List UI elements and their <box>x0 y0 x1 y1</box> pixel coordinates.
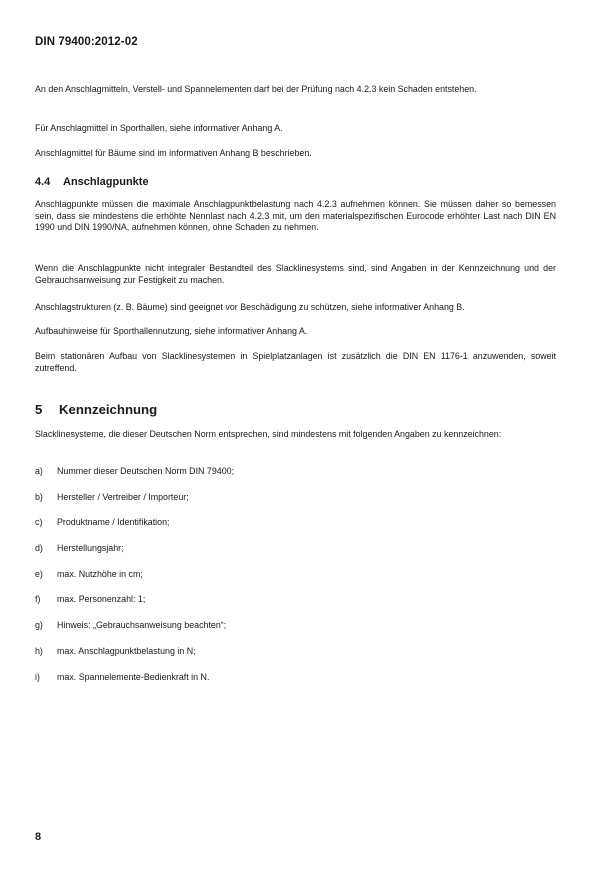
list-marker: d) <box>35 543 43 554</box>
section-5-intro: Slacklinesysteme, die dieser Deutschen Norm entsprechen, sind mindestens mit folgenden Angaben zu kennzeichnen: <box>35 429 502 439</box>
list-item-text: Hinweis: „Gebrauchsanweisung beachten“; <box>57 620 227 631</box>
document-id-header: DIN 79400:2012-02 <box>35 36 138 48</box>
section-4-4-paragraph-4: Aufbauhinweise für Sporthallennutzung, siehe informativer Anhang A. <box>35 326 308 336</box>
page-number: 8 <box>35 831 42 843</box>
list-marker: g) <box>35 620 43 631</box>
list-marker: f) <box>35 594 41 605</box>
section-title: Kennzeichnung <box>59 402 158 417</box>
list-marker: c) <box>35 517 43 528</box>
list-marker: e) <box>35 568 43 579</box>
list-item-text: max. Personenzahl: 1; <box>57 594 146 605</box>
list-marker: i) <box>35 671 40 682</box>
section-number: 5 <box>35 402 43 417</box>
section-4-4-paragraph-3: Anschlagstrukturen (z. B. Bäume) sind geeignet vor Beschädigung zu schützen, siehe informativer Anhang B. <box>35 302 465 312</box>
intro-paragraph-2: Für Anschlagmittel in Sporthallen, siehe informativer Anhang A. <box>35 123 283 133</box>
list-item-text: max. Anschlagpunktbelastung in N; <box>57 645 196 656</box>
section-title: Anschlagpunkte <box>63 176 149 188</box>
intro-paragraph-3: Anschlagmittel für Bäume sind im informativen Anhang B beschrieben. <box>35 148 312 158</box>
section-4-4-paragraph-5: Beim stationären Aufbau von Slacklinesystemen in Spielplatzanlagen ist zusätzlich die DIN EN 1176-1 anzuwenden, soweit zutreffend. <box>35 351 556 373</box>
list-marker: a) <box>35 466 43 476</box>
list-marker: h) <box>35 645 43 656</box>
list-item-text: max. Nutzhöhe in cm; <box>57 568 143 579</box>
list-item-text: max. Spannelemente-Bedienkraft in N. <box>57 671 210 682</box>
section-4-4-paragraph-2: Wenn die Anschlagpunkte nicht integraler Bestandteil des Slacklinesystems sind, sind Angaben in der Kennzeichnung und der Gebrauchsanweisung zur Festigkeit zu machen. <box>35 263 556 285</box>
intro-paragraph-1: An den Anschlagmitteln, Verstell- und Spannelementen darf bei der Prüfung nach 4.2.3 kein Schaden entstehen. <box>35 84 477 94</box>
section-5-heading <box>35 402 157 417</box>
list-item-text: Herstellungsjahr; <box>57 543 124 554</box>
list-item-text: Produktname / Identifikation; <box>57 517 170 528</box>
section-4-4-paragraph-1: Anschlagpunkte müssen die maximale Anschlagpunktbelastung nach 4.2.3 aufnehmen können. Sie müssen daher so bemessen sein, dass sie mindestens die erhöhte Nennlast nach 4.2.3 mit, um den materialspezifischen Eurocode erhöhter Last nach DIN EN 1990 und DIN 1990/NA, aufnehmen können, ohne Schaden zu nehmen. <box>35 199 556 233</box>
list-item-text: Nummer dieser Deutschen Norm DIN 79400; <box>57 466 235 476</box>
section-number: 4.4 <box>35 176 51 188</box>
list-item-text: Hersteller / Vertreiber / Importeur; <box>57 491 189 502</box>
list-marker: b) <box>35 491 43 502</box>
section-4-4-heading <box>35 176 149 188</box>
